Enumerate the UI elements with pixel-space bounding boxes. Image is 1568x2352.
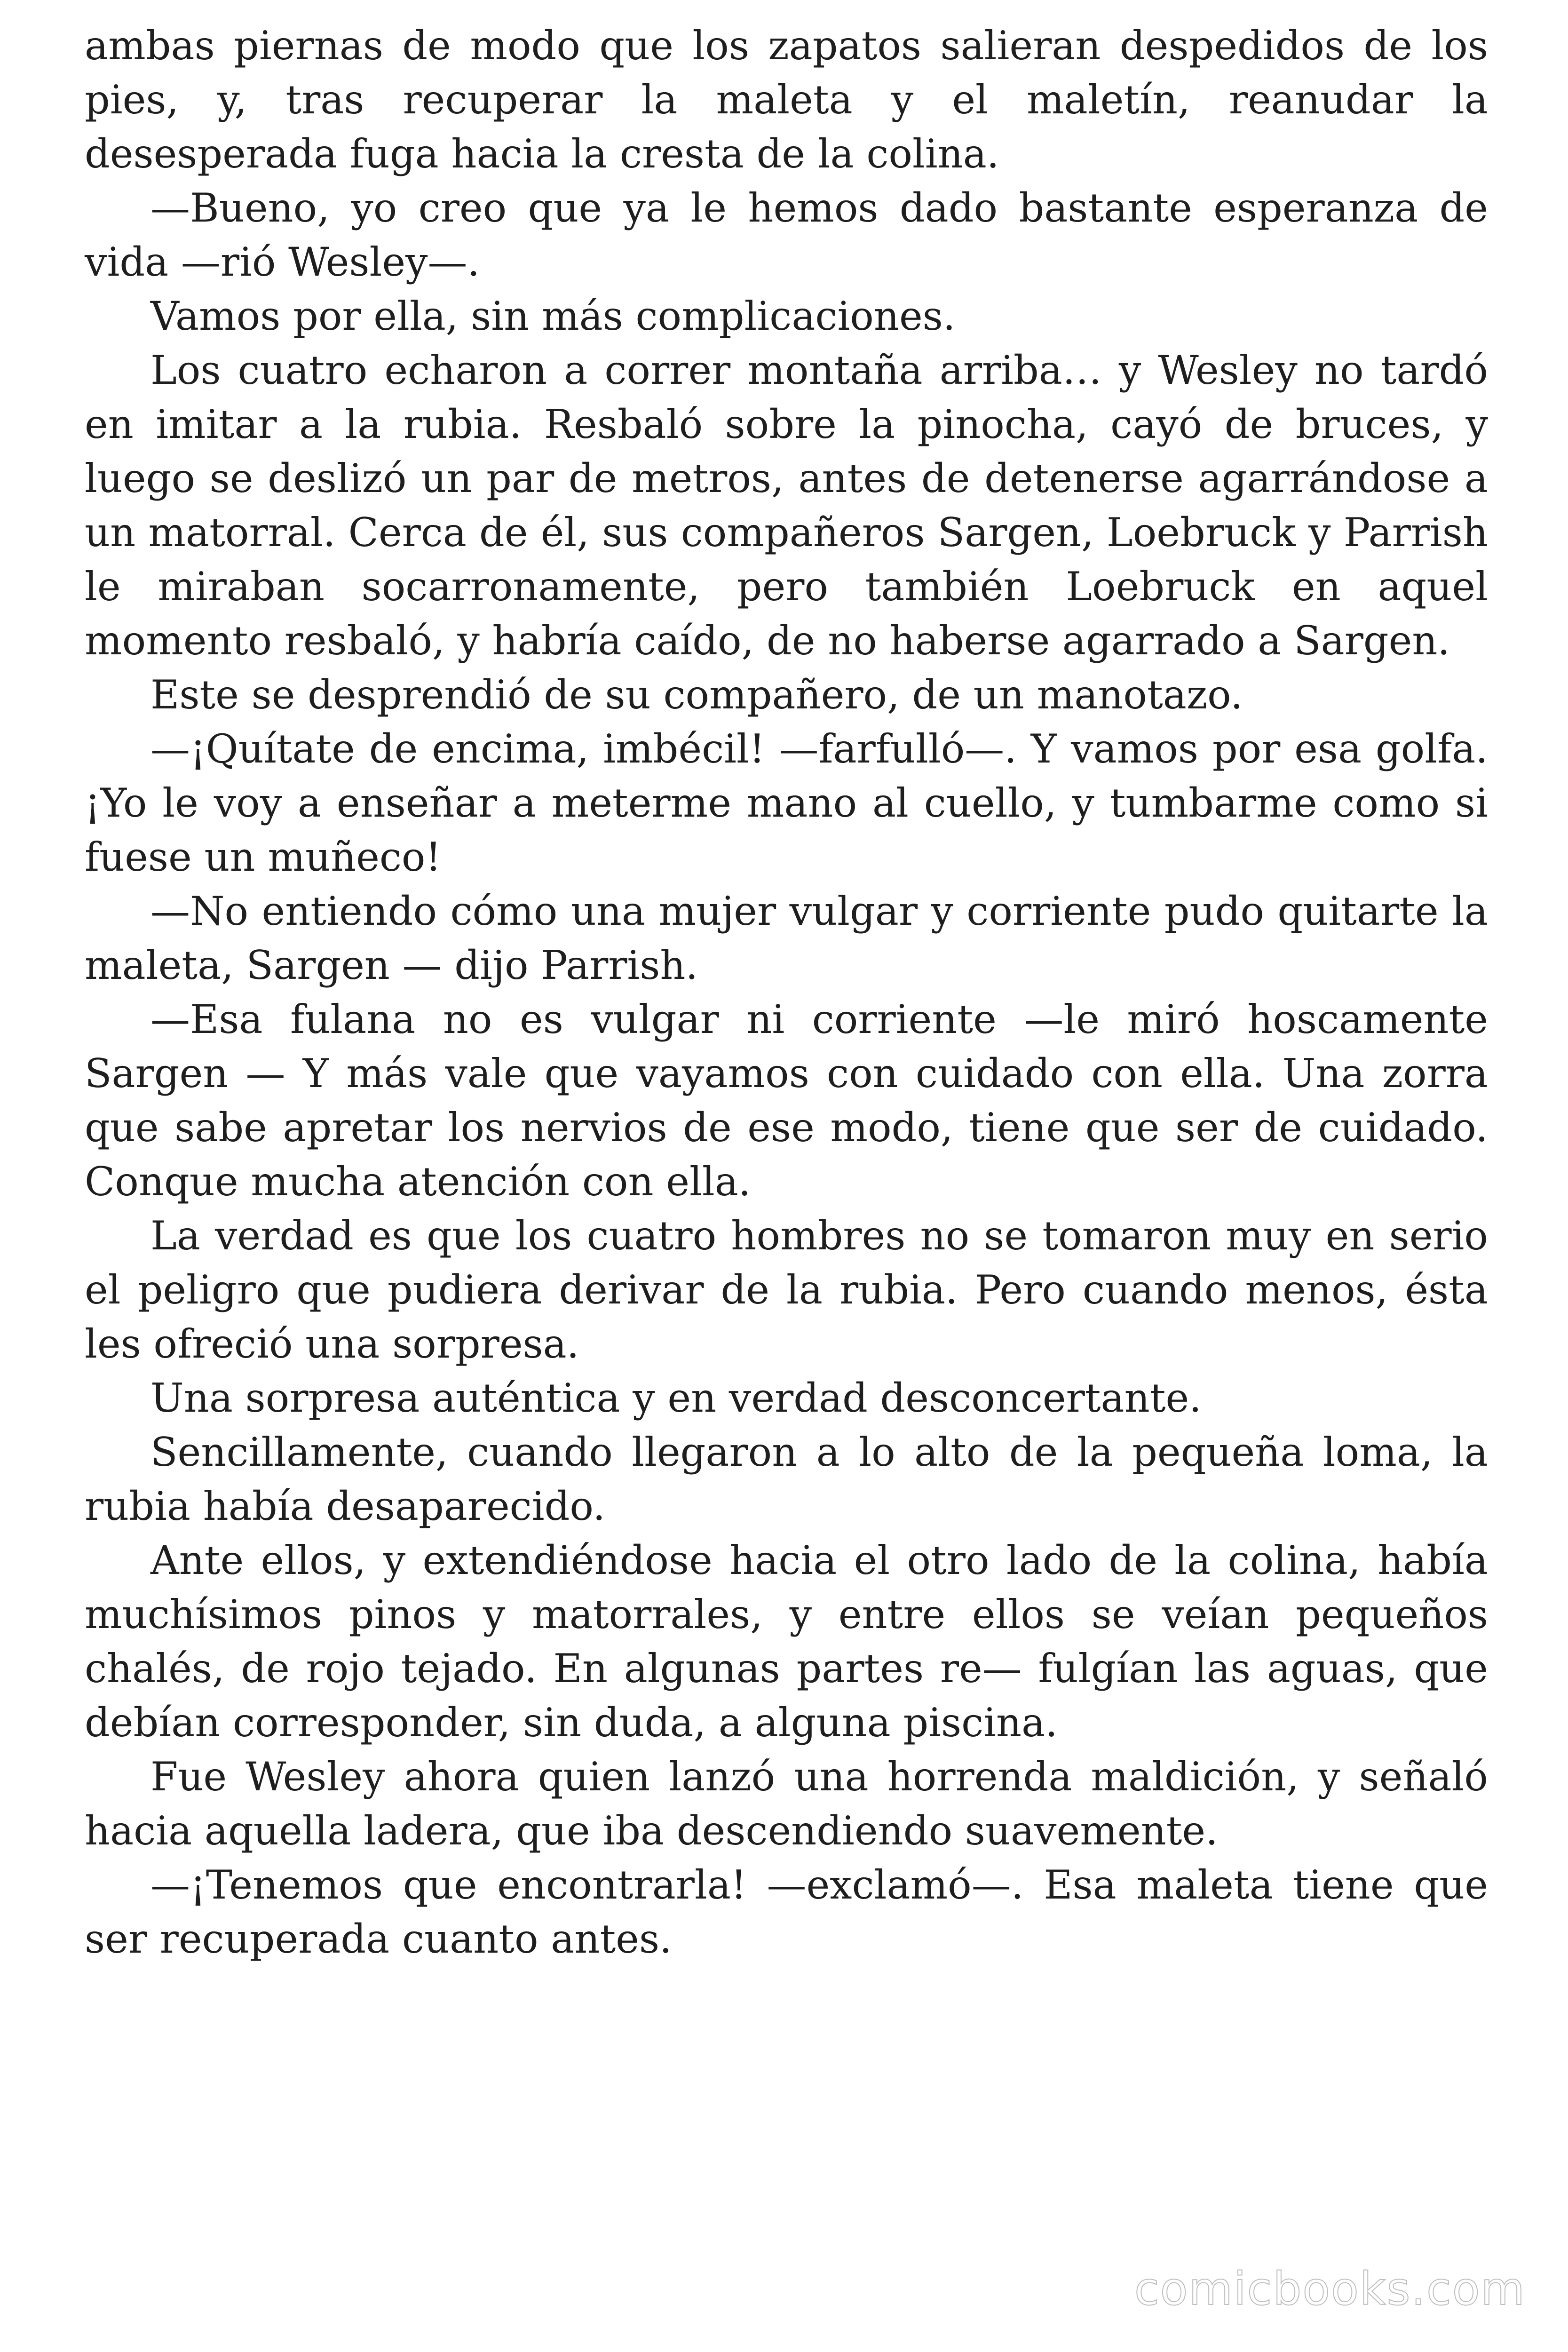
page-body: [85, 19, 1488, 1966]
paragraph: Ante ellos, y extendiéndose hacia el otro lado de la colina, había muchísimos pinos y matorrales, y entre ellos se veían pequeños chalés, de rojo tejado. En algunas partes re— fulgían las aguas, que debían corresponder, sin duda, a alguna piscina.: [85, 1537, 1488, 1746]
paragraph: Sencillamente, cuando llegaron a lo alto de la pequeña loma, la rubia había desaparecido.: [85, 1429, 1488, 1529]
watermark: comicbooks.com: [1134, 2263, 1526, 2315]
paragraph: Una sorpresa auténtica y en verdad desconcertante.: [150, 1375, 1202, 1421]
paragraph: —Esa fulana no es vulgar ni corriente —le miró hoscamente Sargen — Y más vale que vayamos con cuidado con ella. Una zorra que sabe apretar los nervios de ese modo, tiene que ser de cuidado. Conque mucha atención con ella.: [85, 996, 1488, 1205]
paragraph: —¡Tenemos que encontrarla! —exclamó—. Esa maleta tiene que ser recuperada cuanto antes.: [85, 1862, 1488, 1962]
paragraph: Vamos por ella, sin más complicaciones.: [150, 293, 956, 339]
paragraph: Fue Wesley ahora quien lanzó una horrenda maldición, y señaló hacia aquella ladera, que iba descendiendo suavemente.: [85, 1754, 1488, 1854]
paragraph: ambas piernas de modo que los zapatos salieran despedidos de los pies, y, tras recuperar la maleta y el maletín, reanudar la desesperada fuga hacia la cresta de la colina.: [85, 23, 1488, 177]
paragraph: Este se desprendió de su compañero, de un manotazo.: [150, 672, 1243, 718]
paragraph: Los cuatro echaron a correr montaña arriba… y Wesley no tardó en imitar a la rubia. Resbaló sobre la pinocha, cayó de bruces, y luego se deslizó un par de metros, antes de detenerse agarrándose a un matorral. Cerca de él, sus compañeros Sargen, Loebruck y Parrish le miraban socarronamente, pero también Loebruck en aquel momento resbaló, y habría caído, de no haberse agarrado a Sargen.: [85, 347, 1488, 664]
paragraph: —Bueno, yo creo que ya le hemos dado bastante esperanza de vida —rió Wesley—.: [85, 185, 1488, 285]
paragraph: —¡Quítate de encima, imbécil! —farfulló—. Y vamos por esa golfa. ¡Yo le voy a enseñar a meterme mano al cuello, y tumbarme como si fuese un muñeco!: [85, 726, 1488, 880]
paragraph: —No entiendo cómo una mujer vulgar y corriente pudo quitarte la maleta, Sargen — dijo Parrish.: [85, 888, 1488, 988]
paragraph: La verdad es que los cuatro hombres no se tomaron muy en serio el peligro que pudiera derivar de la rubia. Pero cuando menos, ésta les ofreció una sorpresa.: [85, 1213, 1488, 1367]
